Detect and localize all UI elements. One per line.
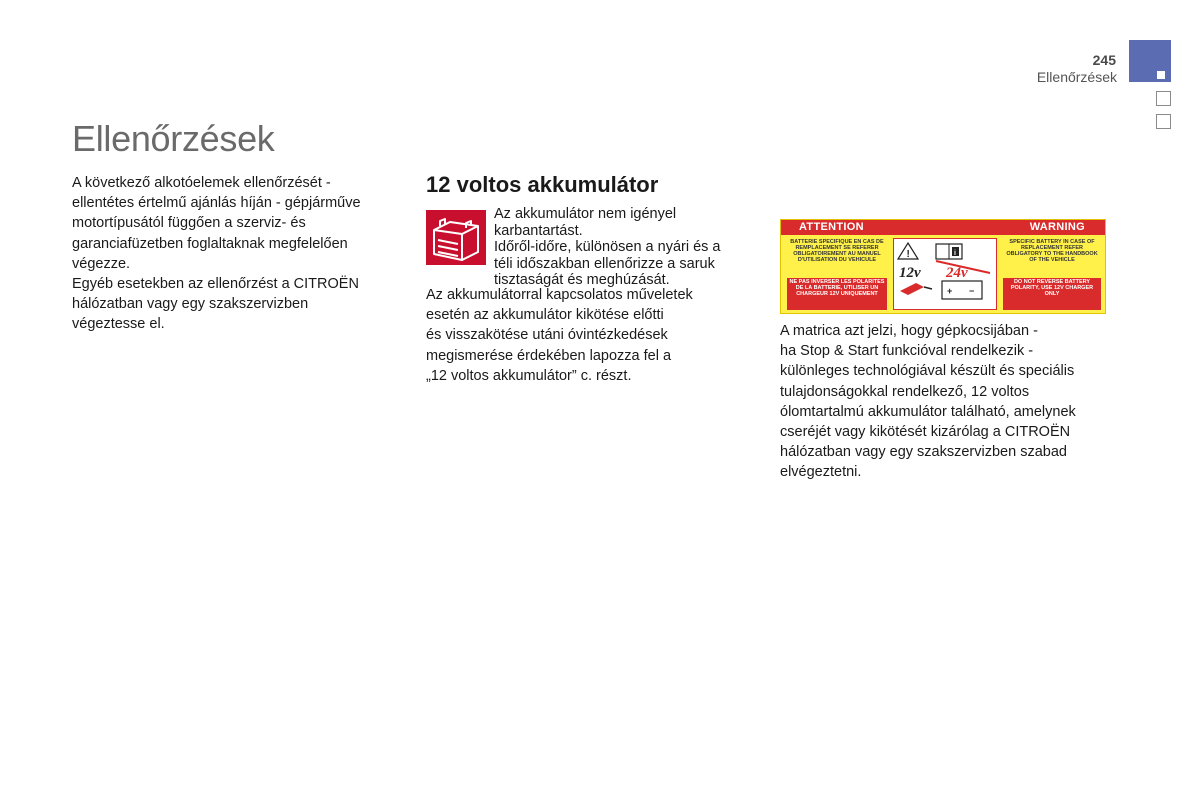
section-nav-box[interactable] [1156,91,1171,106]
caption-line: különleges technológiával készült és speciális [780,363,1075,380]
section-tab[interactable] [1129,40,1171,82]
page-title: Ellenőrzések [72,118,275,159]
section-nav-box[interactable] [1156,114,1171,129]
caption-line: A matrica azt jelzi, hogy gépkocsijában - [780,323,1038,339]
label-attention: ATTENTION [799,221,864,233]
warning-label-band [781,220,1105,235]
intro-line: végeztesse el. [72,316,165,333]
manual-book-icon [936,244,962,259]
caption-line: hálózatban vagy egy szakszervizben szabad [780,444,1067,461]
warning-label-caption [780,321,1120,483]
svg-text:−: − [969,286,975,296]
section-tab-marker [1157,71,1165,79]
intro-line: A következő alkotóelemek ellenőrzését - [72,175,331,191]
intro-line: hálózatban vagy egy szakszervizben [72,296,309,313]
battery-heading: 12 voltos akkumulátor [426,172,659,197]
caption-line: ólomtartalmú akkumulátor található, amelynek [780,403,1076,420]
battery-ops-line: megismerése érdekében lapozza fel a [426,347,672,364]
battery-ops-line: Az akkumulátorral kapcsolatos műveletek [426,287,693,303]
caption-line: ha Stop & Start funkcióval rendelkezik - [780,343,1034,360]
label-en-bottom: DO NOT REVERSE BATTERY POLARITY, USE 12V CHARGER ONLY [1003,278,1101,310]
caption-line: elvégeztetni. [780,464,862,481]
running-header: Ellenőrzések [1036,69,1117,85]
battery-intro-line: tisztaságát és meghúzását. [494,272,670,288]
caption-line: cseréjét vagy kikötését kizárólag a CITROËN [780,424,1071,441]
battery-small-icon [942,281,982,299]
caution-triangle-icon [898,243,918,260]
caption-line: tulajdonságokkal rendelkező, 12 voltos [780,383,1030,400]
intro-line: végezze. [72,255,131,272]
label-fr-bottom: NE PAS INVERSER LES POLARITES DE LA BATTERIE, UTILISER UN CHARGEUR 12V UNIQUEMENT [787,278,887,310]
battery-ops-line: és visszakötése utáni óvintézkedések [426,327,668,344]
label-warning: WARNING [1029,221,1085,233]
label-pictogram-panel [893,238,997,310]
intro-line: ellentétes értelmű ajánlás híján - gépjárműve [72,195,361,212]
page-number: 245 [1092,52,1116,68]
battery-warning-label [780,219,1106,314]
battery-intro-line: téli időszakban ellenőrizze a saruk [494,255,715,272]
battery-intro-line: karbantartást. [494,222,583,239]
battery-maintenance-text [494,206,744,289]
charger-clamp-icon [900,283,932,295]
svg-text:i: i [954,250,956,257]
intro-paragraph [72,173,402,335]
battery-ops-line: „12 voltos akkumulátor” c. részt. [426,367,632,384]
label-fr-top: BATTERIE SPECIFIQUE EN CAS DE REMPLACEMENT SE REFERER OBLIGATOIREMENT AU MANUEL D'UTILISATION DU VEHICULE [790,239,884,263]
battery-icon [426,210,486,265]
label-volt-ok: 12v [899,265,921,281]
battery-intro-line: Időről-időre, különösen a nyári és a [494,239,721,255]
svg-text:!: ! [906,249,910,260]
label-en-top: SPECIFIC BATTERY IN CASE OF REPLACEMENT REFER OBLIGATORY TO THE HANDBOOK OF THE VEHICLE [1006,239,1098,263]
battery-ops-line: esetén az akkumulátor kikötése előtti [426,307,664,324]
label-volt-no: 24v [946,265,968,281]
intro-line: motortípusától függően a szerviz- és [72,215,306,232]
battery-operations-text [426,285,746,386]
intro-line: garanciafüzetben foglaltaknak megfelelően [72,235,348,252]
intro-line: Egyéb esetekben az ellenőrzést a CITROËN [72,276,359,293]
svg-text:+: + [947,286,953,296]
battery-intro-line: Az akkumulátor nem igényel [494,206,677,222]
